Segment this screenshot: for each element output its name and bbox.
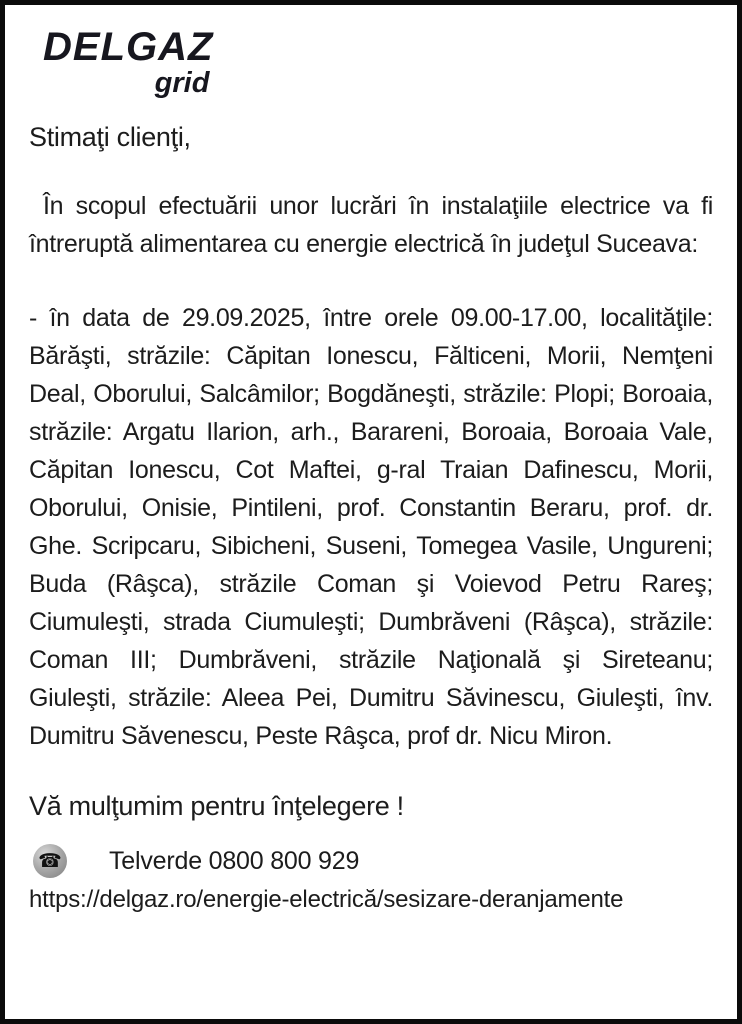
closing-text: Vă mulţumim pentru înţelegere ! <box>29 791 404 821</box>
outage-details-paragraph: - în data de 29.09.2025, între orele 09.00-17.00, localităţile: Bărăşti, străzile: Căpitan Ionescu, Fălticeni, Morii, Nemţeni Deal, Oborului, Salcâmilor; Bogdăneşti, străzile: Plopi; Boroaia, străzile: Argatu Ilarion, arh., Barareni, Boroaia, Boroaia Vale, Căpitan Ionescu, Cot Maftei, g-ral Traian Dafinescu, Morii, Oborului, Onisie, Pintileni, prof. Constantin Beraru, prof. dr. Ghe. Scripcaru, Sibicheni, Suseni, Tomegea Vasile, Ungureni; Buda (Râşca), străzile Coman şi Voievod Petru Rareş; Ciumuleşti, strada Ciumuleşti; Dumbrăveni (Râşca), străzile: Coman III; Dumbrăveni, străzile Naţională şi Sireteanu; Giuleşti, străzile: Aleea Pei, Dumitru Săvinescu, Giuleşti, înv. Dumitru Săvenescu, Peste Râşca, prof dr. Nicu Miron. <box>29 304 713 750</box>
delgaz-grid-logo <box>43 27 213 98</box>
telephone-icon: ☎ <box>33 844 67 878</box>
greeting-text: Stimaţi clienţi, <box>29 122 191 152</box>
telverde-phone-label: Telverde 0800 800 929 <box>109 846 360 875</box>
logo-brand-text: DELGAZ <box>43 25 214 69</box>
logo-grid-text: grid <box>154 67 210 99</box>
contact-row <box>29 844 713 878</box>
intro-paragraph: În scopul efectuării unor lucrări în instalaţiile electrice va fi întreruptă alimentarea cu energie electrică în judeţul Suceava: <box>29 192 713 258</box>
contact-url[interactable]: https://delgaz.ro/energie-electrică/sesizare-deranjamente <box>29 886 624 913</box>
